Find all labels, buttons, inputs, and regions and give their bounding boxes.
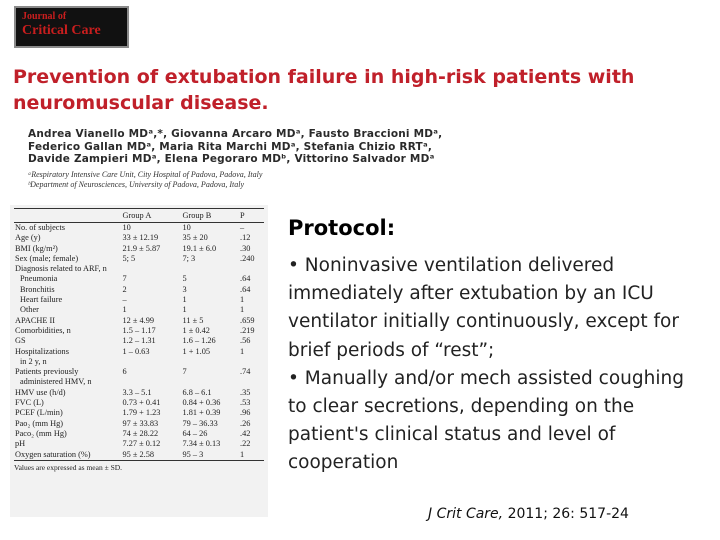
citation [428, 506, 629, 522]
table-row [14, 264, 264, 274]
table-row [14, 305, 264, 315]
table-row [14, 439, 264, 449]
cell-group-b: 6.8 – 6.1 [182, 387, 212, 397]
cell-group-b: 64 – 26 [182, 428, 208, 438]
cell-group-b: 1 [182, 295, 187, 305]
cell-p-value [239, 357, 264, 367]
citation-journal: J Crit Care, [428, 506, 504, 522]
slide-title: Prevention of extubation failure in high-risk patients with neuromuscular disease. [13, 66, 635, 114]
cell-group-b: 10 [182, 223, 191, 232]
cell-group-a: 0.73 + 0.41 [122, 398, 161, 408]
cell-group-b: 11 ± 5 [182, 315, 204, 325]
cell-group-a: – [122, 295, 127, 305]
cell-p-value: .35 [240, 387, 251, 397]
cell-p-value: .64 [240, 274, 251, 284]
journal-logo [14, 6, 129, 48]
cell-p-value: .96 [240, 408, 251, 418]
cell-label: PCEF (L/min) [15, 408, 63, 418]
author-line-3: Davide Zampieri MDᵃ, Elena Pegoraro MDᵇ, Vittorino Salvador MDᵃ [28, 153, 435, 165]
table-row [14, 357, 264, 367]
cell-group-b: 3 [182, 284, 187, 294]
cell-group-a: 10 [122, 223, 131, 232]
protocol-body [288, 252, 688, 478]
header-p-value: P [239, 209, 264, 223]
cell-p-value: 1 [240, 346, 245, 356]
cell-p-value [239, 377, 264, 387]
cell-label: Sex (male; female) [15, 253, 79, 263]
cell-group-a [122, 357, 182, 367]
cell-label: pH [15, 439, 26, 449]
cell-p-value: .12 [240, 233, 251, 243]
cell-label: BMI (kg/m²) [15, 243, 58, 253]
cell-group-a: 1.2 – 1.31 [122, 336, 156, 346]
header-group-b: Group B [182, 209, 240, 223]
cell-group-a: 74 ± 28.22 [122, 428, 159, 438]
affiliation-1: ᵃRespiratory Intensive Care Unit, City Hospital of Padova, Padova, Italy [28, 170, 263, 179]
cell-group-b: 5 [182, 274, 187, 284]
cell-group-a [122, 377, 182, 387]
table-row [14, 419, 264, 429]
cell-p-value [239, 264, 264, 274]
table-row [14, 398, 264, 408]
logo-line-1: Journal of [22, 11, 67, 22]
cell-label: Oxygen saturation (%) [14, 450, 122, 461]
cell-group-a: 1 [122, 305, 127, 315]
table-footnote: Values are expressed as mean ± SD. [14, 462, 123, 472]
cell-group-b: 7.34 ± 0.13 [182, 439, 221, 449]
cell-group-b: 0.84 + 0.36 [182, 398, 221, 408]
logo-line-2: Critical Care [22, 23, 101, 38]
citation-details: 2011; 26: 517-24 [503, 506, 629, 522]
cell-group-b: 1.81 + 0.39 [182, 408, 221, 418]
table-row [14, 274, 264, 284]
cell-p-value: .30 [240, 243, 251, 253]
cell-label: in 2 y, n [20, 356, 47, 366]
cell-p-value: .659 [240, 315, 255, 325]
cell-label: Age (y) [15, 233, 41, 243]
cell-label: Other [20, 305, 39, 315]
table-header-row [14, 209, 264, 223]
cell-group-a: 1.5 – 1.17 [122, 325, 156, 335]
cell-p-value: .74 [240, 367, 251, 377]
cell-group-a [122, 264, 182, 274]
cell-label: Comorbidities, n [15, 325, 71, 335]
cell-label: Patients previously [15, 367, 79, 377]
cell-group-a: 33 ± 12.19 [122, 233, 159, 243]
table-row [14, 295, 264, 305]
cell-group-b: 1 ± 0.42 [182, 325, 210, 335]
cell-label: Paco₂ (mm Hg) [15, 428, 67, 438]
cell-p-value: 1 [240, 295, 245, 305]
protocol-bullet-1: • Noninvasive ventilation delivered immediately after extubation by an ICU ventilator initially continuously, except for brief periods of “rest”; [288, 255, 679, 361]
cell-group-b: 95 – 3 [182, 450, 240, 461]
author-line-1: Andrea Vianello MDᵃ,*, Giovanna Arcaro MDᵃ, Fausto Braccioni MDᵃ, [28, 128, 443, 140]
cell-label: Bronchitis [20, 284, 55, 294]
patient-characteristics-table [10, 205, 268, 517]
table-row [14, 377, 264, 387]
cell-group-a: 5; 5 [122, 253, 136, 263]
header-label [14, 209, 122, 223]
table-row [14, 388, 264, 398]
affiliation-2: ᵇDepartment of Neurosciences, University of Padova, Padova, Italy [28, 179, 245, 189]
table-row [14, 367, 264, 377]
cell-group-b: 19.1 ± 6.0 [182, 243, 217, 253]
author-line-2: Federico Gallan MDᵃ, Maria Rita Marchi MDᵃ, Stefania Chizio RRTᵃ, [28, 140, 433, 153]
header-group-a: Group A [122, 209, 182, 223]
table-row [14, 429, 264, 439]
cell-group-b: 35 ± 20 [182, 233, 208, 243]
cell-label: administered HMV, n [20, 377, 92, 387]
table-row [14, 285, 264, 295]
cell-group-a: 1.79 + 1.23 [122, 408, 161, 418]
table-row [14, 326, 264, 336]
table-row [14, 347, 264, 357]
cell-p-value: .53 [240, 398, 251, 408]
cell-label: No. of subjects [15, 223, 66, 232]
cell-group-a: 2 [122, 284, 127, 294]
cell-p-value: .26 [240, 418, 251, 428]
protocol-heading: Protocol: [288, 216, 396, 240]
cell-group-a: 6 [122, 367, 127, 377]
cell-label: Diagnosis related to ARF, n [15, 264, 107, 274]
cell-p-value: .240 [240, 253, 255, 263]
table-row [14, 233, 264, 243]
cell-label: FVC (L) [15, 398, 44, 408]
cell-group-a: 97 ± 33.83 [122, 418, 159, 428]
table-row [14, 408, 264, 418]
cell-group-a: 12 ± 4.99 [122, 315, 155, 325]
table-row [14, 254, 264, 264]
table-row [14, 450, 264, 461]
table-row [14, 316, 264, 326]
cell-p-value: 1 [239, 450, 264, 461]
cell-p-value: .219 [240, 325, 255, 335]
author-list [28, 128, 498, 166]
cell-group-b: 1.6 – 1.26 [182, 336, 216, 346]
cell-label: Pneumonia [20, 274, 58, 284]
cell-p-value: .56 [240, 336, 251, 346]
cell-group-b [182, 377, 240, 387]
table-row [14, 223, 264, 234]
cell-label: GS [15, 336, 26, 346]
cell-label: Heart failure [20, 295, 63, 305]
cell-group-a: 7.27 ± 0.12 [122, 439, 161, 449]
affiliations [28, 170, 498, 189]
cell-p-value: .64 [240, 284, 251, 294]
cell-label: Pao₂ (mm Hg) [15, 418, 64, 428]
table-row [14, 244, 264, 254]
cell-group-b [182, 264, 240, 274]
cell-group-b: 1 [182, 305, 187, 315]
cell-p-value: .42 [240, 428, 251, 438]
cell-p-value: – [240, 223, 245, 232]
cell-group-b: 79 – 36.33 [182, 418, 218, 428]
cell-p-value: .22 [240, 439, 251, 449]
cell-label: APACHE II [15, 315, 56, 325]
cell-group-b [182, 357, 240, 367]
cell-group-a: 7 [122, 274, 127, 284]
cell-label: HMV use (h/d) [15, 387, 66, 397]
table-row [14, 336, 264, 346]
cell-group-a: 3.3 – 5.1 [122, 387, 152, 397]
cell-group-a: 21.9 ± 5.87 [122, 243, 161, 253]
protocol-bullet-2: • Manually and/or mech assisted coughing to clear secretions, depending on the patient's clinical status and level of cooperation [288, 367, 684, 474]
cell-p-value: 1 [240, 305, 245, 315]
cell-group-a: 95 ± 2.58 [122, 450, 182, 461]
cell-group-b: 7; 3 [182, 253, 196, 263]
cell-group-b: 7 [182, 367, 187, 377]
cell-group-a: 1 – 0.63 [122, 346, 150, 356]
cell-group-b: 1 + 1.05 [182, 346, 210, 356]
cell-label: Hospitalizations [15, 346, 69, 356]
